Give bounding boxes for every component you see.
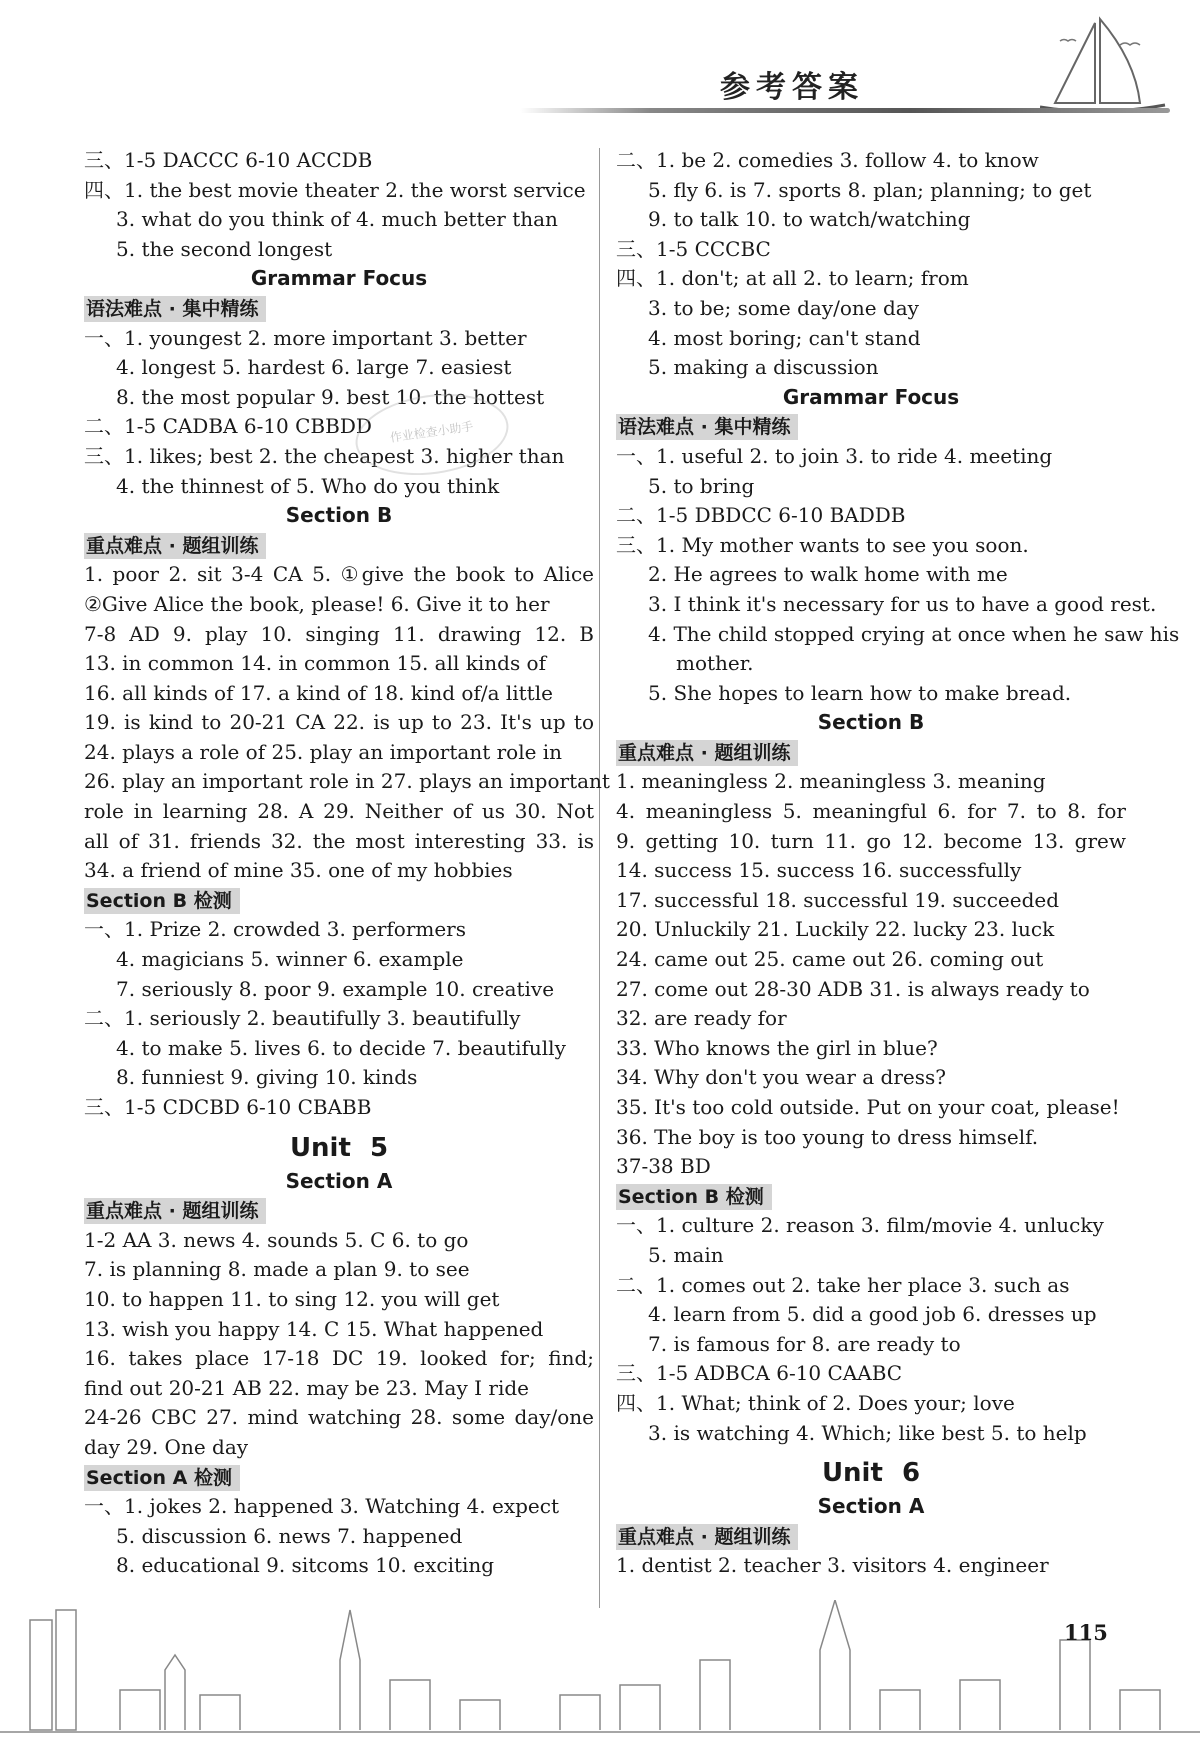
answer-line: 4. learn from 5. did a good job 6. dresses up [648, 1302, 1097, 1327]
answer-line: 5. to bring [648, 473, 755, 498]
answer-line: 37-38 BD [616, 1154, 711, 1179]
answer-line: 5. the second longest [116, 236, 333, 261]
answer-line: mother. [676, 651, 754, 676]
answer-line: 13. wish you happy 14. C 15. What happened [84, 1316, 544, 1341]
answer-line: 9. to talk 10. to watch/watching [648, 207, 971, 232]
subsection-label-row [616, 412, 1126, 442]
page-header [0, 0, 1200, 140]
answer-line: 三、1. My mother wants to see you soon. [616, 532, 1029, 557]
answer-line: 24. came out 25. came out 26. coming out [616, 947, 1044, 972]
answer-line: 4. longest 5. hardest 6. large 7. easiest [116, 355, 512, 380]
answer-line: 5. She hopes to learn how to make bread. [648, 680, 1072, 705]
answer-line: 7-8 AD 9. play 10. singing 11. drawing 12. B [84, 621, 594, 646]
skyline-decoration [0, 1600, 1200, 1738]
answer-line: 4. to make 5. lives 6. to decide 7. beautifully [116, 1035, 566, 1060]
answer-line: 1. dentist 2. teacher 3. visitors 4. engineer [616, 1553, 1049, 1578]
answer-line: 二、1-5 CADBA 6-10 CBBDD [84, 414, 372, 439]
answer-line: 24. plays a role of 25. play an important role in [84, 739, 563, 764]
answer-line: 四、1. What; think of 2. Does your; love [616, 1390, 1015, 1415]
answer-line: ②Give Alice the book, please! 6. Give it to her [84, 591, 550, 616]
unit-heading: Unit 5 [289, 1132, 389, 1163]
answer-line: 三、1-5 CDCBD 6-10 CBABB [84, 1095, 372, 1119]
answer-line: 3. I think it's necessary for us to have a good rest. [648, 591, 1157, 616]
answer-line: 7. seriously 8. poor 9. example 10. creative [116, 976, 555, 1001]
subsection-label: 语法难点 · 集中精练 [84, 296, 266, 322]
column-divider [599, 148, 600, 1608]
answer-line: 二、1. seriously 2. beautifully 3. beautifully [84, 1006, 521, 1031]
section-heading: Grammar Focus [250, 266, 428, 291]
answer-line: 5. main [648, 1242, 724, 1267]
subsection-label-row [616, 1182, 1126, 1212]
answer-line: all of 31. friends 32. the most interesting 33. is [84, 828, 594, 853]
answer-line: 1. meaningless 2. meaningless 3. meaning [616, 769, 1046, 794]
subsection-label: 重点难点 · 题组训练 [84, 533, 266, 559]
answer-line: 5. fly 6. is 7. sports 8. plan; planning; to get [648, 177, 1092, 202]
answer-line: 19. is kind to 20-21 CA 22. is up to 23. It's up to [84, 710, 594, 735]
stamp-text: 作业检查小助手 [389, 419, 475, 445]
answer-line: 4. most boring; can't stand [648, 325, 921, 350]
answer-line: 一、1. youngest 2. more important 3. better [84, 325, 527, 350]
answer-line: 一、1. jokes 2. happened 3. Watching 4. expect [84, 1494, 559, 1519]
subsection-label: Section B 检测 [616, 1184, 772, 1210]
subsection-label-row [84, 1196, 594, 1226]
answer-line: find out 20-21 AB 22. may be 23. May I ride [84, 1375, 529, 1400]
answer-line: 14. success 15. success 16. successfully [616, 858, 1022, 883]
section-heading: Section A [285, 1168, 393, 1193]
answer-line: 二、1. be 2. comedies 3. follow 4. to know [616, 148, 1039, 172]
answer-line: 四、1. the best movie theater 2. the worst service [84, 177, 586, 202]
subsection-label-row [84, 1463, 594, 1493]
answer-line: 5. discussion 6. news 7. happened [116, 1523, 463, 1548]
answer-line: role in learning 28. A 29. Neither of us 30. Not [84, 799, 594, 824]
answer-line: 三、1. likes; best 2. the cheapest 3. higher than [84, 443, 565, 468]
section-heading: Section B [285, 503, 393, 528]
left-column [84, 146, 610, 1581]
answer-line: 16. all kinds of 17. a kind of 18. kind of/a little [84, 680, 553, 705]
answer-line: 32. are ready for [616, 1006, 787, 1031]
answer-line: 24-26 CBC 27. mind watching 28. some day/one [84, 1405, 594, 1430]
subsection-label: 重点难点 · 题组训练 [616, 740, 798, 766]
answer-line: 35. It's too cold outside. Put on your coat, please! [616, 1095, 1120, 1119]
section-heading: Section A [817, 1494, 925, 1519]
answer-line: 二、1. comes out 2. take her place 3. such as [616, 1272, 1070, 1297]
answer-line: 7. is famous for 8. are ready to [648, 1331, 961, 1356]
answer-line: 二、1-5 DBDCC 6-10 BADDB [616, 503, 906, 528]
page-title: 参考答案 [720, 70, 864, 105]
answer-line: 4. The child stopped crying at once when he saw his [648, 621, 1180, 646]
answer-line: 2. He agrees to walk home with me [648, 562, 1008, 587]
answer-line: 20. Unluckily 21. Luckily 22. lucky 23. luck [616, 917, 1055, 942]
answer-line: 8. funniest 9. giving 10. kinds [116, 1065, 418, 1090]
answer-line: 27. come out 28-30 ADB 31. is always ready to [616, 976, 1090, 1001]
answer-line: 10. to happen 11. to sing 12. you will get [84, 1286, 500, 1311]
answer-line: 33. Who knows the girl in blue? [616, 1035, 938, 1060]
answer-line: 四、1. don't; at all 2. to learn; from [616, 266, 969, 291]
answer-line: 三、1-5 CCCBC [616, 236, 771, 261]
subsection-label: 重点难点 · 题组训练 [84, 1198, 266, 1224]
subsection-label-row [84, 294, 594, 324]
page-number: 115 [1064, 1620, 1108, 1645]
section-heading: Grammar Focus [782, 384, 960, 409]
answer-line: day 29. One day [84, 1434, 249, 1459]
answer-line: 3. what do you think of 4. much better than [116, 207, 558, 232]
section-heading: Section B [817, 710, 925, 735]
answer-line: 一、1. Prize 2. crowded 3. performers [84, 917, 467, 942]
answer-line: 一、1. useful 2. to join 3. to ride 4. meeting [616, 443, 1053, 468]
subsection-label-row [84, 886, 594, 916]
answer-line: 8. educational 9. sitcoms 10. exciting [116, 1553, 495, 1578]
subsection-label: 重点难点 · 题组训练 [616, 1524, 798, 1550]
header-rule [520, 108, 1170, 113]
answer-line: 一、1. culture 2. reason 3. film/movie 4. unlucky [616, 1213, 1104, 1238]
subsection-label: Section B 检测 [84, 888, 240, 914]
answer-line: 7. is planning 8. made a plan 9. to see [84, 1257, 470, 1282]
answer-line: 4. magicians 5. winner 6. example [116, 947, 464, 972]
subsection-label: Section A 检测 [84, 1465, 240, 1491]
right-column [616, 146, 1180, 1581]
answer-line: 4. meaningless 5. meaningful 6. for 7. to 8. for [616, 799, 1126, 824]
answer-line: 8. the most popular 9. best 10. the hottest [116, 384, 545, 409]
unit-heading: Unit 6 [821, 1458, 921, 1489]
answer-line: 26. play an important role in 27. plays an important [84, 769, 610, 794]
answer-line: 1. poor 2. sit 3-4 CA 5. ①give the book to Alice [84, 562, 594, 587]
answer-line: 13. in common 14. in common 15. all kinds of [84, 651, 547, 676]
answer-line: 34. Why don't you wear a dress? [616, 1065, 946, 1090]
answer-line: 3. is watching 4. Which; like best 5. to help [648, 1420, 1087, 1445]
answer-line: 17. successful 18. successful 19. succeeded [616, 887, 1060, 912]
subsection-label-row [616, 1522, 1126, 1552]
answer-line: 3. to be; some day/one day [648, 295, 919, 320]
subsection-label-row [616, 738, 1126, 768]
answer-line: 36. The boy is too young to dress himself. [616, 1124, 1039, 1149]
answer-line: 9. getting 10. turn 11. go 12. become 13. grew [616, 828, 1126, 853]
subsection-label-row [84, 531, 594, 561]
answer-line: 4. the thinnest of 5. Who do you think [116, 473, 500, 498]
answer-line: 5. making a discussion [648, 355, 879, 380]
answer-line: 1-2 AA 3. news 4. sounds 5. C 6. to go [84, 1227, 469, 1252]
answer-line: 34. a friend of mine 35. one of my hobbies [84, 858, 513, 883]
answer-line: 16. takes place 17-18 DC 19. looked for; find; [84, 1346, 594, 1371]
answer-line: 三、1-5 DACCC 6-10 ACCDB [84, 148, 373, 172]
subsection-label: 语法难点 · 集中精练 [616, 414, 798, 440]
answer-line: 三、1-5 ADBCA 6-10 CAABC [616, 1361, 903, 1386]
